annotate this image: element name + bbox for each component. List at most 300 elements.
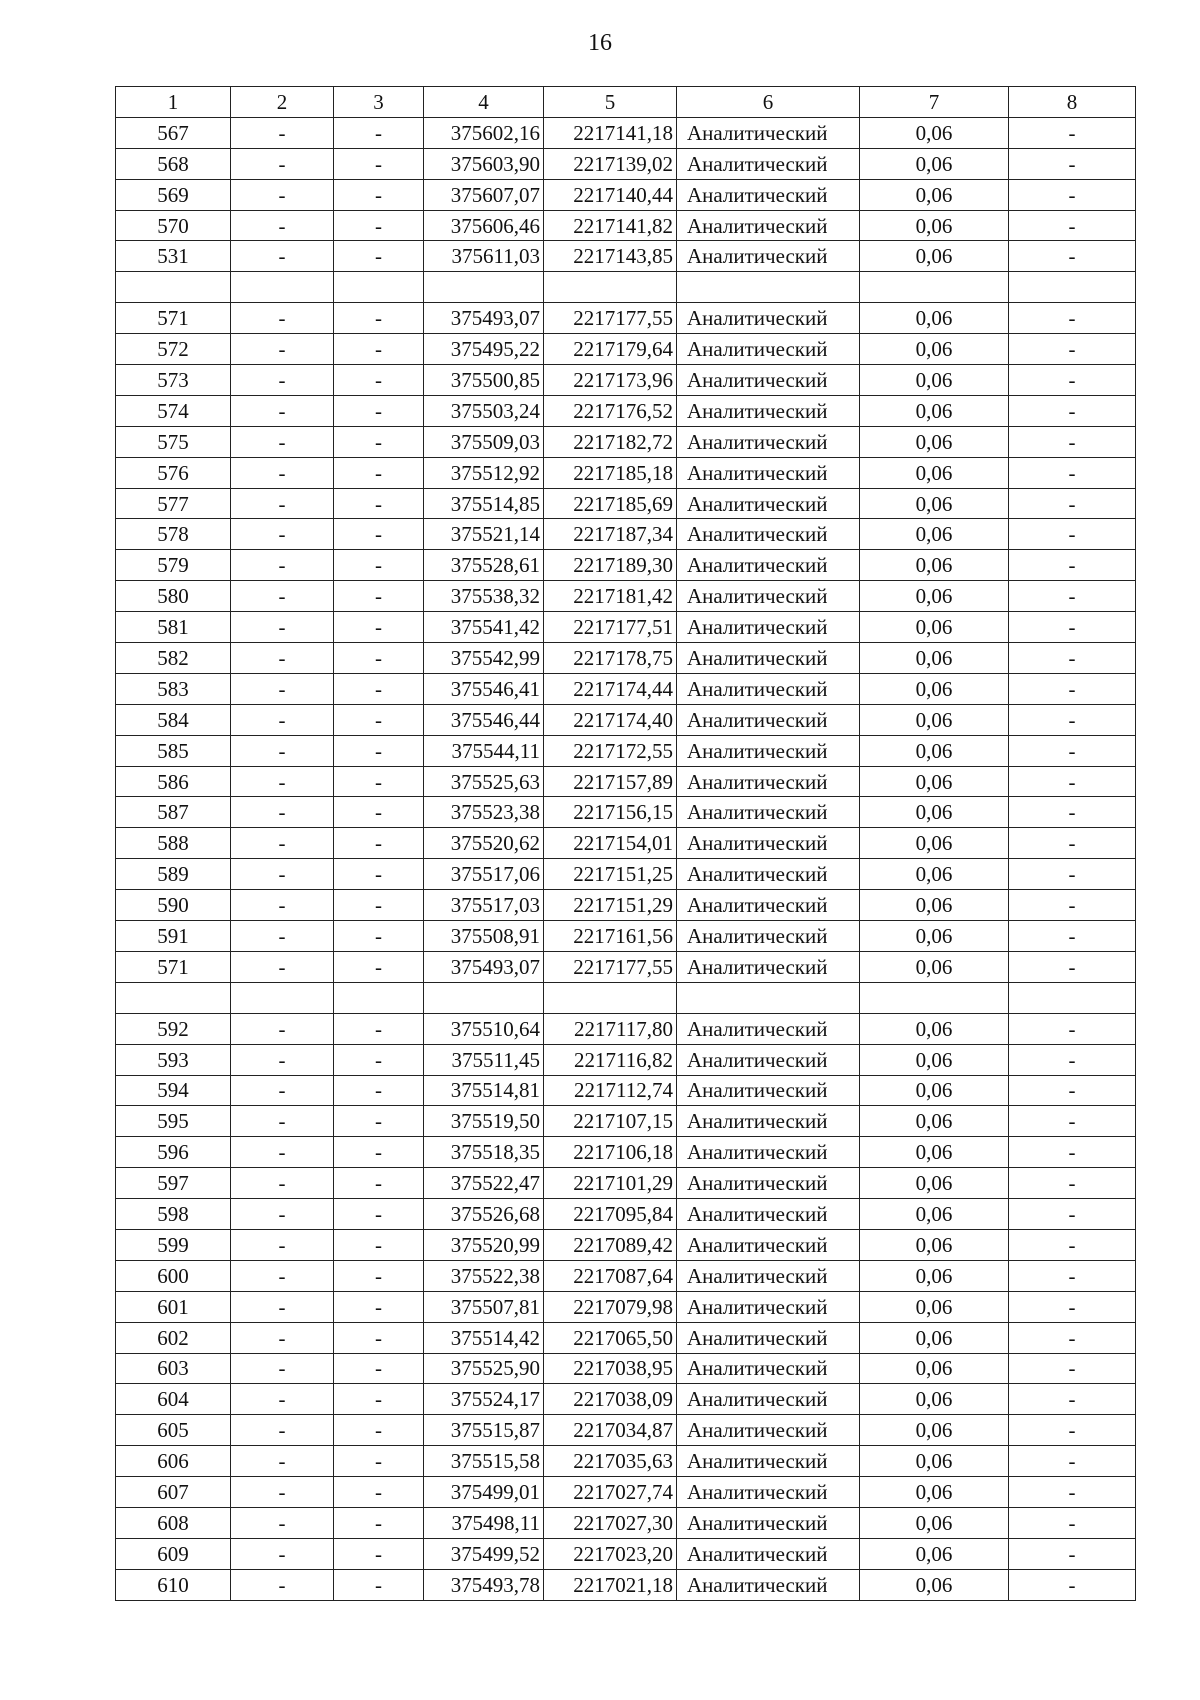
- cell-method: Аналитический: [677, 1322, 860, 1353]
- cell-coord-x: 375520,99: [424, 1229, 544, 1260]
- cell-coord-y: 2217182,72: [544, 426, 677, 457]
- cell-coord-y: 2217151,25: [544, 859, 677, 890]
- cell-point-number: 592: [116, 1013, 231, 1044]
- cell-col-8: -: [1009, 303, 1136, 334]
- cell-coord-x: 375514,42: [424, 1322, 544, 1353]
- cell-coord-y: 2217023,20: [544, 1538, 677, 1569]
- cell-method: Аналитический: [677, 1044, 860, 1075]
- cell-coord-x: 375493,78: [424, 1569, 544, 1600]
- cell-precision: 0,06: [860, 1260, 1009, 1291]
- cell-coord-y: 2217174,40: [544, 704, 677, 735]
- cell-precision: 0,06: [860, 1569, 1009, 1600]
- cell-coord-y: 2217087,64: [544, 1260, 677, 1291]
- cell-col-2: -: [231, 735, 334, 766]
- table-row: [116, 1260, 1136, 1291]
- page-number: 16: [588, 30, 612, 56]
- cell-precision: 0,06: [860, 334, 1009, 365]
- cell-coord-x: 375493,07: [424, 951, 544, 982]
- cell-coord-x: 375510,64: [424, 1013, 544, 1044]
- cell-precision: 0,06: [860, 1229, 1009, 1260]
- table-row: [116, 1168, 1136, 1199]
- cell-col-8: -: [1009, 1137, 1136, 1168]
- cell-col-2: -: [231, 426, 334, 457]
- table-row: [116, 1384, 1136, 1415]
- column-header-8: 8: [1009, 87, 1136, 118]
- table-row: [116, 1569, 1136, 1600]
- cell-col-2: -: [231, 210, 334, 241]
- column-header-6: 6: [677, 87, 860, 118]
- cell-precision: [860, 982, 1009, 1013]
- cell-col-2: -: [231, 1322, 334, 1353]
- table-row: [116, 303, 1136, 334]
- cell-coord-y: 2217141,82: [544, 210, 677, 241]
- cell-point-number: 531: [116, 241, 231, 272]
- table-row: [116, 1477, 1136, 1508]
- cell-col-8: -: [1009, 643, 1136, 674]
- cell-point-number: 590: [116, 890, 231, 921]
- cell-point-number: 571: [116, 951, 231, 982]
- cell-col-3: -: [334, 1137, 424, 1168]
- cell-col-8: -: [1009, 1044, 1136, 1075]
- cell-col-8: -: [1009, 673, 1136, 704]
- cell-col-2: -: [231, 797, 334, 828]
- cell-coord-y: 2217089,42: [544, 1229, 677, 1260]
- cell-precision: 0,06: [860, 1106, 1009, 1137]
- table-row: [116, 395, 1136, 426]
- cell-point-number: 571: [116, 303, 231, 334]
- cell-coord-x: 375607,07: [424, 179, 544, 210]
- cell-col-8: -: [1009, 457, 1136, 488]
- cell-coord-x: 375603,90: [424, 148, 544, 179]
- cell-point-number: 595: [116, 1106, 231, 1137]
- table-row: [116, 797, 1136, 828]
- cell-method: Аналитический: [677, 951, 860, 982]
- separator-row: [116, 982, 1136, 1013]
- cell-point-number: 606: [116, 1446, 231, 1477]
- cell-col-8: -: [1009, 581, 1136, 612]
- cell-precision: 0,06: [860, 1137, 1009, 1168]
- cell-precision: 0,06: [860, 828, 1009, 859]
- cell-precision: 0,06: [860, 1168, 1009, 1199]
- column-header-2: 2: [231, 87, 334, 118]
- cell-point-number: 601: [116, 1291, 231, 1322]
- cell-coord-x: 375512,92: [424, 457, 544, 488]
- cell-coord-y: 2217034,87: [544, 1415, 677, 1446]
- cell-coord-x: 375525,90: [424, 1353, 544, 1384]
- cell-point-number: 582: [116, 643, 231, 674]
- cell-coord-x: 375495,22: [424, 334, 544, 365]
- cell-coord-x: [424, 272, 544, 303]
- cell-precision: 0,06: [860, 550, 1009, 581]
- cell-point-number: 570: [116, 210, 231, 241]
- cell-precision: 0,06: [860, 735, 1009, 766]
- cell-point-number: 572: [116, 334, 231, 365]
- cell-point-number: 603: [116, 1353, 231, 1384]
- column-header-7: 7: [860, 87, 1009, 118]
- cell-coord-x: 375514,85: [424, 488, 544, 519]
- cell-method: Аналитический: [677, 1446, 860, 1477]
- cell-col-3: -: [334, 1538, 424, 1569]
- cell-point-number: 604: [116, 1384, 231, 1415]
- cell-col-3: -: [334, 890, 424, 921]
- cell-col-3: -: [334, 550, 424, 581]
- cell-precision: 0,06: [860, 673, 1009, 704]
- cell-method: Аналитический: [677, 1168, 860, 1199]
- cell-col-2: -: [231, 1044, 334, 1075]
- cell-coord-x: 375517,03: [424, 890, 544, 921]
- cell-coord-y: 2217185,18: [544, 457, 677, 488]
- cell-col-8: -: [1009, 179, 1136, 210]
- cell-col-3: -: [334, 1260, 424, 1291]
- cell-precision: 0,06: [860, 921, 1009, 952]
- cell-coord-y: 2217172,55: [544, 735, 677, 766]
- cell-method: Аналитический: [677, 1384, 860, 1415]
- cell-point-number: [116, 272, 231, 303]
- table-row: [116, 457, 1136, 488]
- cell-col-8: -: [1009, 1075, 1136, 1106]
- cell-method: Аналитический: [677, 1353, 860, 1384]
- cell-method: Аналитический: [677, 1415, 860, 1446]
- cell-point-number: 591: [116, 921, 231, 952]
- cell-coord-y: 2217189,30: [544, 550, 677, 581]
- cell-col-3: -: [334, 735, 424, 766]
- cell-coord-x: 375528,61: [424, 550, 544, 581]
- cell-coord-x: [424, 982, 544, 1013]
- cell-col-3: -: [334, 859, 424, 890]
- cell-col-2: -: [231, 890, 334, 921]
- cell-col-2: -: [231, 921, 334, 952]
- cell-col-2: -: [231, 1384, 334, 1415]
- cell-col-8: -: [1009, 395, 1136, 426]
- cell-coord-y: 2217116,82: [544, 1044, 677, 1075]
- cell-coord-y: 2217176,52: [544, 395, 677, 426]
- cell-col-3: -: [334, 426, 424, 457]
- cell-point-number: 587: [116, 797, 231, 828]
- cell-coord-y: 2217141,18: [544, 117, 677, 148]
- cell-col-3: -: [334, 1569, 424, 1600]
- cell-col-3: -: [334, 519, 424, 550]
- cell-coord-x: 375493,07: [424, 303, 544, 334]
- cell-coord-x: 375503,24: [424, 395, 544, 426]
- cell-col-8: -: [1009, 426, 1136, 457]
- cell-col-8: -: [1009, 1569, 1136, 1600]
- cell-col-3: -: [334, 673, 424, 704]
- cell-col-3: -: [334, 241, 424, 272]
- cell-col-8: -: [1009, 859, 1136, 890]
- cell-precision: 0,06: [860, 1446, 1009, 1477]
- cell-precision: 0,06: [860, 766, 1009, 797]
- cell-precision: 0,06: [860, 519, 1009, 550]
- cell-col-3: -: [334, 117, 424, 148]
- cell-precision: 0,06: [860, 704, 1009, 735]
- cell-col-8: -: [1009, 334, 1136, 365]
- table-row: [116, 1538, 1136, 1569]
- cell-precision: 0,06: [860, 1384, 1009, 1415]
- table-row: [116, 179, 1136, 210]
- cell-coord-y: 2217174,44: [544, 673, 677, 704]
- cell-col-8: -: [1009, 612, 1136, 643]
- cell-col-2: -: [231, 612, 334, 643]
- cell-method: [677, 272, 860, 303]
- cell-method: Аналитический: [677, 365, 860, 396]
- cell-col-8: -: [1009, 797, 1136, 828]
- cell-col-8: -: [1009, 488, 1136, 519]
- cell-method: Аналитический: [677, 1507, 860, 1538]
- table-row: [116, 488, 1136, 519]
- table-row: [116, 859, 1136, 890]
- cell-coord-y: 2217107,15: [544, 1106, 677, 1137]
- cell-col-2: -: [231, 673, 334, 704]
- cell-col-3: -: [334, 643, 424, 674]
- table-row: [116, 426, 1136, 457]
- cell-method: Аналитический: [677, 117, 860, 148]
- cell-coord-x: 375526,68: [424, 1199, 544, 1230]
- table-row: [116, 1044, 1136, 1075]
- cell-col-8: [1009, 272, 1136, 303]
- cell-point-number: 567: [116, 117, 231, 148]
- separator-row: [116, 272, 1136, 303]
- cell-coord-x: 375541,42: [424, 612, 544, 643]
- cell-precision: 0,06: [860, 241, 1009, 272]
- cell-col-3: -: [334, 488, 424, 519]
- cell-col-3: -: [334, 1168, 424, 1199]
- table-row: [116, 334, 1136, 365]
- cell-point-number: 568: [116, 148, 231, 179]
- cell-col-3: -: [334, 704, 424, 735]
- cell-point-number: 581: [116, 612, 231, 643]
- cell-precision: 0,06: [860, 797, 1009, 828]
- table-row: [116, 735, 1136, 766]
- cell-col-3: -: [334, 1477, 424, 1508]
- cell-col-2: -: [231, 457, 334, 488]
- cell-point-number: 602: [116, 1322, 231, 1353]
- cell-col-2: -: [231, 1075, 334, 1106]
- cell-coord-y: 2217021,18: [544, 1569, 677, 1600]
- cell-col-3: -: [334, 951, 424, 982]
- cell-coord-y: 2217179,64: [544, 334, 677, 365]
- cell-coord-y: 2217027,74: [544, 1477, 677, 1508]
- cell-point-number: 599: [116, 1229, 231, 1260]
- cell-point-number: 583: [116, 673, 231, 704]
- cell-col-2: -: [231, 1291, 334, 1322]
- cell-col-8: -: [1009, 1291, 1136, 1322]
- column-header-3: 3: [334, 87, 424, 118]
- cell-col-3: -: [334, 612, 424, 643]
- cell-col-3: -: [334, 395, 424, 426]
- cell-col-2: -: [231, 1013, 334, 1044]
- table-row: [116, 1106, 1136, 1137]
- cell-precision: 0,06: [860, 179, 1009, 210]
- cell-coord-y: 2217038,95: [544, 1353, 677, 1384]
- cell-precision: 0,06: [860, 890, 1009, 921]
- table-row: [116, 1075, 1136, 1106]
- cell-col-2: -: [231, 1507, 334, 1538]
- cell-col-3: -: [334, 1013, 424, 1044]
- cell-coord-y: [544, 272, 677, 303]
- table-row: [116, 241, 1136, 272]
- cell-point-number: 573: [116, 365, 231, 396]
- cell-col-3: -: [334, 828, 424, 859]
- cell-col-8: -: [1009, 704, 1136, 735]
- cell-col-8: -: [1009, 1168, 1136, 1199]
- cell-coord-y: 2217101,29: [544, 1168, 677, 1199]
- cell-coord-y: 2217185,69: [544, 488, 677, 519]
- table-row: [116, 704, 1136, 735]
- cell-col-3: -: [334, 581, 424, 612]
- cell-method: Аналитический: [677, 1199, 860, 1230]
- cell-coord-y: 2217173,96: [544, 365, 677, 396]
- cell-col-2: -: [231, 519, 334, 550]
- cell-method: Аналитический: [677, 1013, 860, 1044]
- cell-coord-y: 2217027,30: [544, 1507, 677, 1538]
- cell-col-3: -: [334, 148, 424, 179]
- cell-col-2: -: [231, 1538, 334, 1569]
- column-header-1: 1: [116, 87, 231, 118]
- cell-method: Аналитический: [677, 457, 860, 488]
- cell-col-3: -: [334, 1507, 424, 1538]
- cell-method: Аналитический: [677, 303, 860, 334]
- cell-col-2: -: [231, 1446, 334, 1477]
- cell-precision: 0,06: [860, 859, 1009, 890]
- cell-col-2: -: [231, 951, 334, 982]
- cell-point-number: [116, 982, 231, 1013]
- cell-col-2: -: [231, 1199, 334, 1230]
- cell-method: Аналитический: [677, 1538, 860, 1569]
- cell-col-3: -: [334, 1229, 424, 1260]
- cell-col-2: -: [231, 1106, 334, 1137]
- cell-col-2: -: [231, 1353, 334, 1384]
- cell-coord-y: 2217143,85: [544, 241, 677, 272]
- cell-col-2: -: [231, 1477, 334, 1508]
- cell-method: Аналитический: [677, 210, 860, 241]
- cell-coord-y: 2217139,02: [544, 148, 677, 179]
- cell-point-number: 574: [116, 395, 231, 426]
- table-row: [116, 1446, 1136, 1477]
- cell-col-3: -: [334, 334, 424, 365]
- cell-col-8: -: [1009, 1538, 1136, 1569]
- cell-coord-y: 2217106,18: [544, 1137, 677, 1168]
- table-row: [116, 1415, 1136, 1446]
- cell-col-2: -: [231, 828, 334, 859]
- cell-coord-x: 375511,45: [424, 1044, 544, 1075]
- cell-method: Аналитический: [677, 890, 860, 921]
- cell-method: Аналитический: [677, 1137, 860, 1168]
- cell-col-8: -: [1009, 1322, 1136, 1353]
- cell-col-3: -: [334, 365, 424, 396]
- cell-point-number: 580: [116, 581, 231, 612]
- cell-col-3: -: [334, 766, 424, 797]
- cell-method: Аналитический: [677, 519, 860, 550]
- cell-col-2: -: [231, 117, 334, 148]
- cell-coord-x: 375500,85: [424, 365, 544, 396]
- coordinates-table: [115, 86, 1136, 1601]
- cell-coord-x: 375499,52: [424, 1538, 544, 1569]
- cell-coord-x: 375611,03: [424, 241, 544, 272]
- cell-precision: 0,06: [860, 1013, 1009, 1044]
- cell-col-2: [231, 982, 334, 1013]
- cell-point-number: 600: [116, 1260, 231, 1291]
- table-row: [116, 365, 1136, 396]
- cell-method: Аналитический: [677, 859, 860, 890]
- cell-point-number: 605: [116, 1415, 231, 1446]
- cell-col-3: -: [334, 1075, 424, 1106]
- cell-point-number: 597: [116, 1168, 231, 1199]
- cell-precision: 0,06: [860, 643, 1009, 674]
- cell-coord-x: 375523,38: [424, 797, 544, 828]
- cell-precision: 0,06: [860, 395, 1009, 426]
- cell-col-2: -: [231, 179, 334, 210]
- cell-col-8: -: [1009, 1199, 1136, 1230]
- cell-col-2: -: [231, 488, 334, 519]
- cell-coord-x: 375546,44: [424, 704, 544, 735]
- cell-coord-y: 2217140,44: [544, 179, 677, 210]
- cell-point-number: 577: [116, 488, 231, 519]
- cell-col-8: -: [1009, 550, 1136, 581]
- cell-precision: 0,06: [860, 1415, 1009, 1446]
- cell-coord-x: 375499,01: [424, 1477, 544, 1508]
- cell-col-3: -: [334, 1044, 424, 1075]
- cell-col-3: -: [334, 797, 424, 828]
- cell-col-2: -: [231, 334, 334, 365]
- cell-coord-y: 2217038,09: [544, 1384, 677, 1415]
- cell-col-8: -: [1009, 148, 1136, 179]
- cell-coord-x: 375517,06: [424, 859, 544, 890]
- table-row: [116, 766, 1136, 797]
- cell-method: Аналитический: [677, 612, 860, 643]
- cell-point-number: 586: [116, 766, 231, 797]
- cell-col-2: [231, 272, 334, 303]
- cell-coord-y: 2217177,55: [544, 951, 677, 982]
- table-row: [116, 117, 1136, 148]
- cell-coord-y: 2217117,80: [544, 1013, 677, 1044]
- cell-precision: 0,06: [860, 1477, 1009, 1508]
- cell-method: Аналитический: [677, 704, 860, 735]
- cell-precision: 0,06: [860, 1044, 1009, 1075]
- cell-col-8: -: [1009, 1507, 1136, 1538]
- cell-col-2: -: [231, 550, 334, 581]
- cell-col-3: -: [334, 1291, 424, 1322]
- cell-col-3: [334, 982, 424, 1013]
- cell-method: Аналитический: [677, 1229, 860, 1260]
- cell-col-2: -: [231, 241, 334, 272]
- cell-col-3: -: [334, 1384, 424, 1415]
- table-row: [116, 1199, 1136, 1230]
- cell-coord-x: 375515,87: [424, 1415, 544, 1446]
- cell-coord-x: 375520,62: [424, 828, 544, 859]
- cell-coord-x: 375515,58: [424, 1446, 544, 1477]
- cell-point-number: 584: [116, 704, 231, 735]
- cell-coord-x: 375508,91: [424, 921, 544, 952]
- cell-col-8: -: [1009, 921, 1136, 952]
- cell-col-2: -: [231, 766, 334, 797]
- cell-coord-y: [544, 982, 677, 1013]
- cell-col-8: -: [1009, 241, 1136, 272]
- cell-method: Аналитический: [677, 550, 860, 581]
- cell-col-8: -: [1009, 951, 1136, 982]
- cell-coord-y: 2217112,74: [544, 1075, 677, 1106]
- cell-coord-y: 2217187,34: [544, 519, 677, 550]
- cell-col-8: -: [1009, 890, 1136, 921]
- table-row: [116, 1013, 1136, 1044]
- cell-col-8: -: [1009, 1477, 1136, 1508]
- cell-col-3: -: [334, 1106, 424, 1137]
- cell-precision: [860, 272, 1009, 303]
- table-row: [116, 581, 1136, 612]
- cell-col-8: -: [1009, 1260, 1136, 1291]
- cell-coord-x: 375522,47: [424, 1168, 544, 1199]
- cell-method: Аналитический: [677, 797, 860, 828]
- cell-precision: 0,06: [860, 1075, 1009, 1106]
